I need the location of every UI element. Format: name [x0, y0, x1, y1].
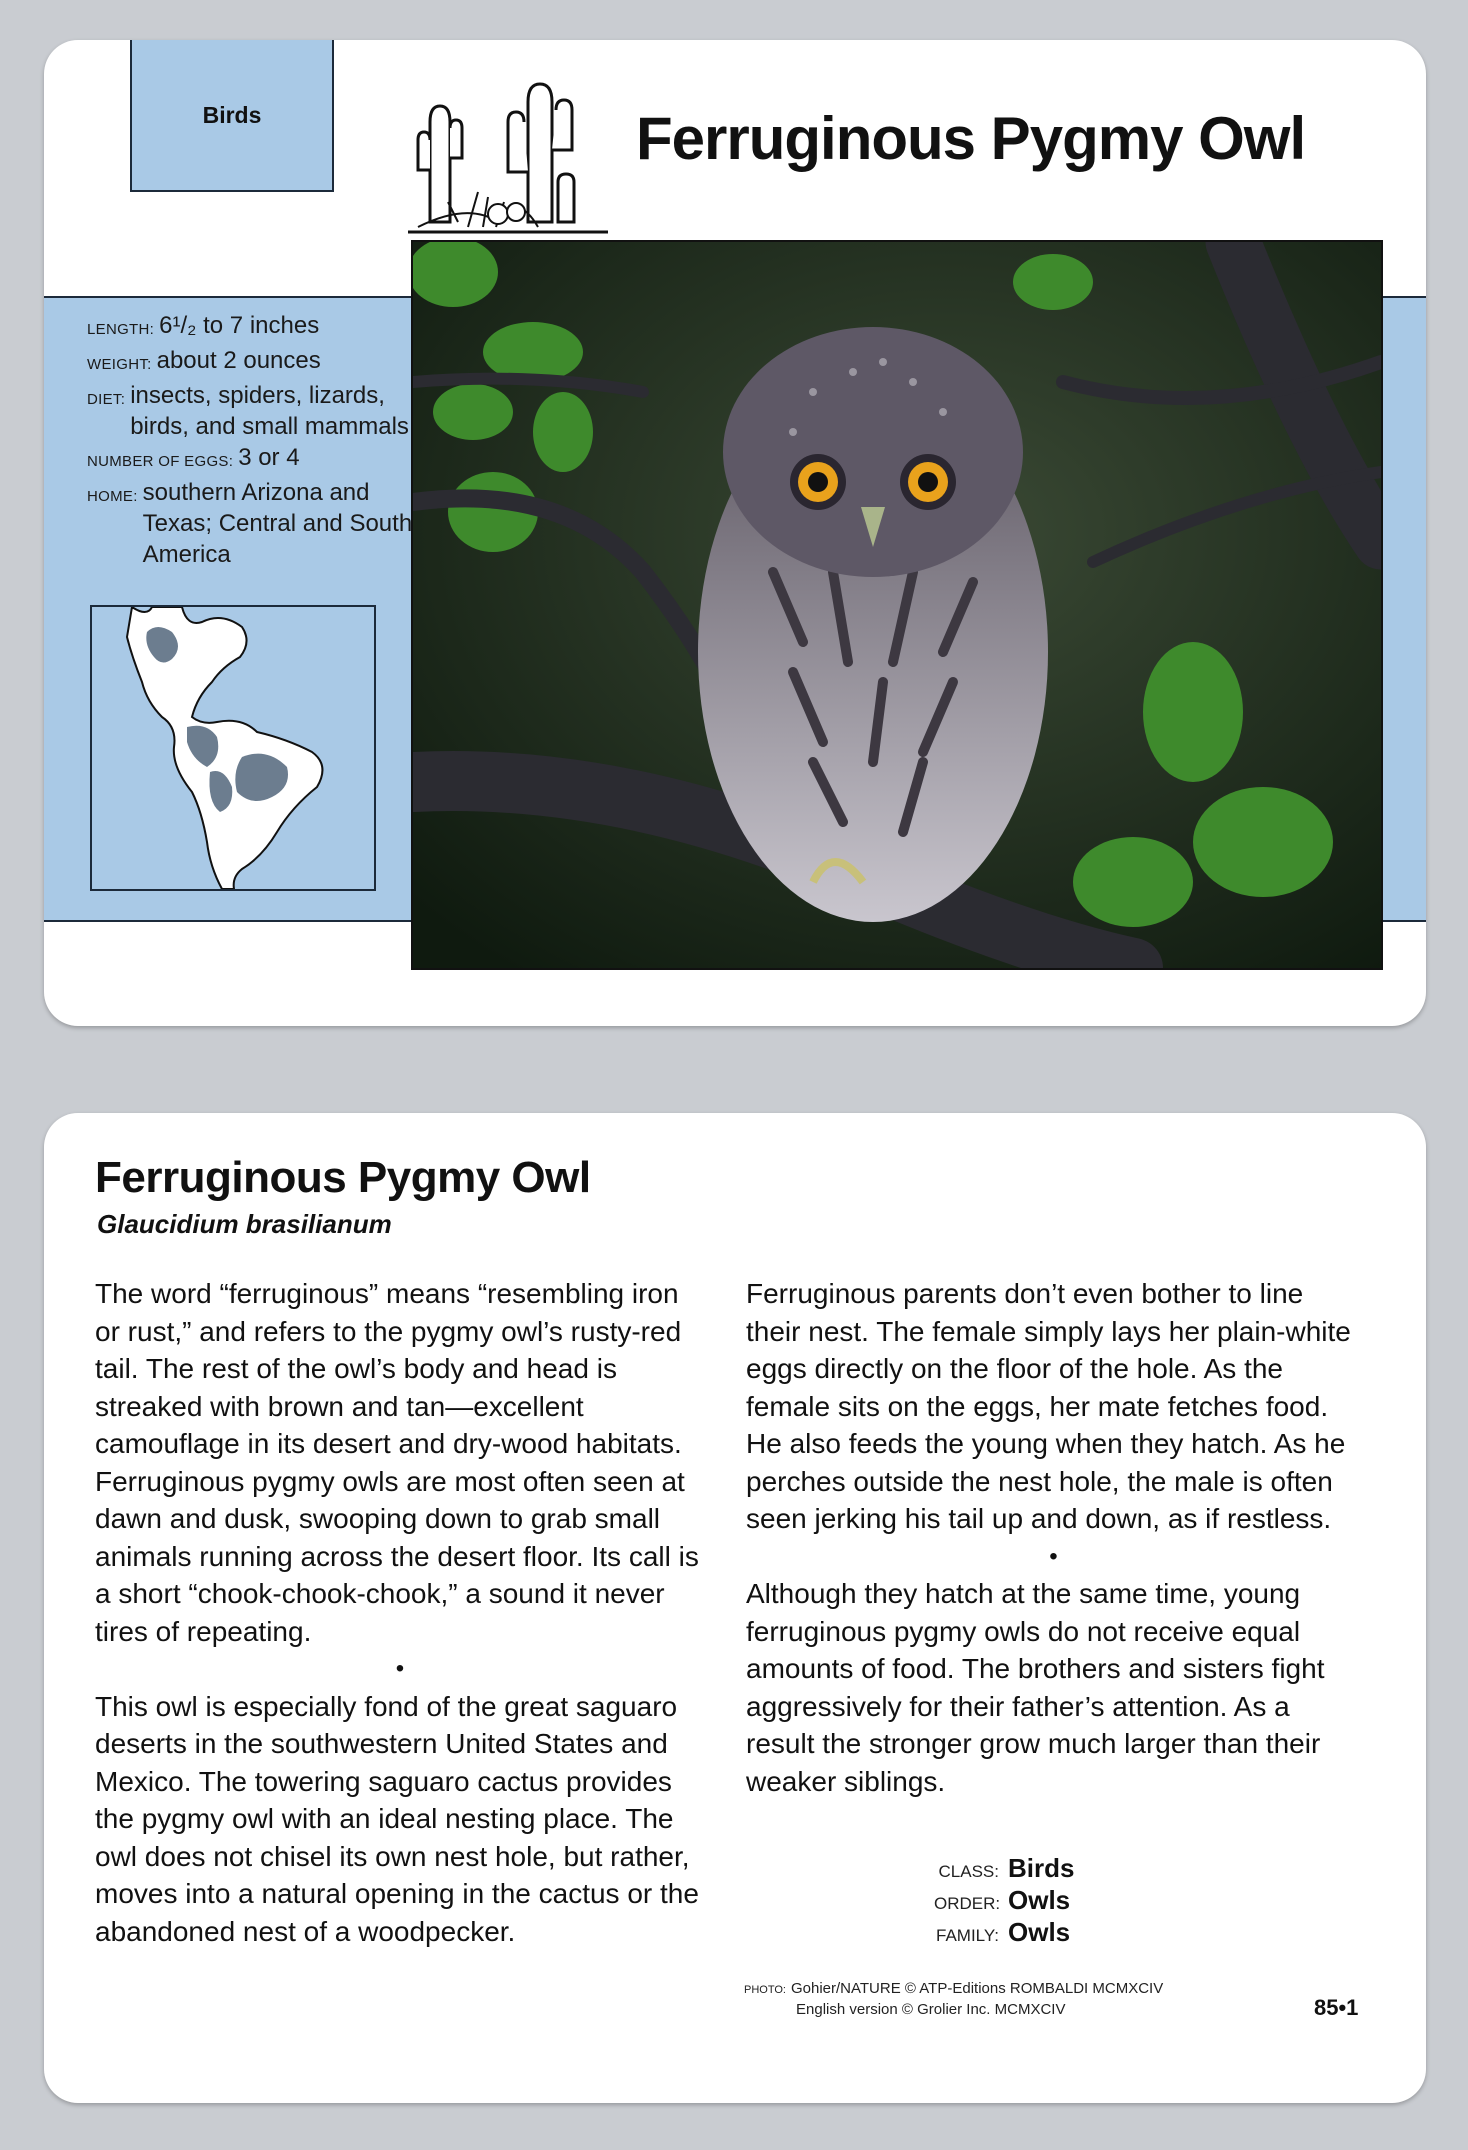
class-value: Birds [1008, 1853, 1075, 1883]
scientific-name: Glaucidium brasilianum [97, 1209, 392, 1239]
owl-photo [411, 240, 1383, 970]
back-title: Ferruginous Pygmy Owl [95, 1153, 591, 1202]
paragraph: This owl is especially fond of the great saguaro deserts in the southwestern United States and Mexico. The towering saguaro cactus provides the pygmy owl with an ideal nesting place. The owl does not chisel its own nest hole, but rather, moves into a natural opening in the cactus or the abandoned nest of a woodpecker. [95, 1690, 699, 1947]
separator-bullet: • [395, 1655, 405, 1682]
order-label: ORDER: [934, 1894, 1001, 1913]
range-map [90, 605, 376, 891]
text-column-left [95, 1275, 705, 1950]
fact-weight [87, 345, 417, 380]
fact-length [87, 310, 417, 345]
fact-value: about 2 ounces [156, 347, 321, 374]
fact-label: LENGTH: [87, 321, 155, 338]
fact-label: HOME: [87, 488, 138, 505]
fact-value: southern Arizona and Texas; Central and South America [142, 479, 413, 568]
fact-eggs [87, 442, 417, 477]
paragraph: The word “ferruginous” means “resembling iron or rust,” and refers to the pygmy owl’s rusty-red tail. The rest of the owl’s body and head is streaked with brown and tan—excellent camouflage in its desert and dry-wood habitats. Ferruginous pygmy owls are most often seen at dawn and dusk, swooping down to grab small animals running across the desert floor. Its call is a short “chook-chook-chook,” a sound it never tires of repeating. [95, 1278, 699, 1647]
family-label: FAMILY: [936, 1926, 999, 1945]
fact-value: 3 or 4 [238, 444, 300, 471]
order-row [934, 1885, 1074, 1917]
photo-label: PHOTO: [744, 1984, 786, 1996]
family-row [934, 1917, 1074, 1949]
front-title: Ferruginous Pygmy Owl [636, 105, 1306, 172]
fact-label: WEIGHT: [87, 356, 152, 373]
card-front [44, 40, 1426, 1026]
photo-credit-text: Gohier/NATURE © ATP-Editions ROMBALDI MCMXCIV [790, 1980, 1164, 1997]
card-number: 85•1 [1314, 1995, 1359, 2020]
photo-credit-line-2: English version © Grolier Inc. MCMXCIV [796, 2001, 1066, 2018]
fact-list [87, 310, 417, 570]
category-label: Birds [202, 101, 262, 128]
saguaro-cactus-icon [408, 62, 608, 234]
fact-home [87, 477, 417, 570]
fact-label: DIET: [87, 391, 126, 408]
text-column-right [746, 1275, 1361, 1800]
photo-credit [744, 1979, 1163, 2019]
fact-label: NUMBER OF EGGS: [87, 453, 234, 470]
order-value: Owls [1008, 1885, 1071, 1915]
fact-value: 6¹/₂ to 7 inches [159, 312, 320, 339]
card-back [44, 1113, 1426, 2103]
paragraph: Although they hatch at the same time, young ferruginous pygmy owls do not receive equal amounts of food. The brothers and sisters fight aggressively for their father’s attention. As a result the stronger grow much larger than their weaker siblings. [746, 1578, 1325, 1797]
class-row [934, 1853, 1074, 1885]
classification [934, 1853, 1074, 1949]
separator-bullet: • [1049, 1542, 1058, 1570]
fact-value: insects, spiders, lizards, birds, and small mammals [130, 382, 409, 440]
fact-diet [87, 380, 417, 442]
photo-credit-line-1 [744, 1979, 1163, 2000]
paragraph: Ferruginous parents don’t even bother to line their nest. The female simply lays her plain-white eggs directly on the floor of the hole. As the female sits on the eggs, her mate fetches food. He also feeds the young when they hatch. As he perches outside the nest hole, the male is often seen jerking his tail up and down, as if restless. [746, 1278, 1351, 1534]
family-value: Owls [1008, 1917, 1071, 1947]
category-tab [130, 40, 334, 192]
class-label: CLASS: [938, 1862, 999, 1881]
